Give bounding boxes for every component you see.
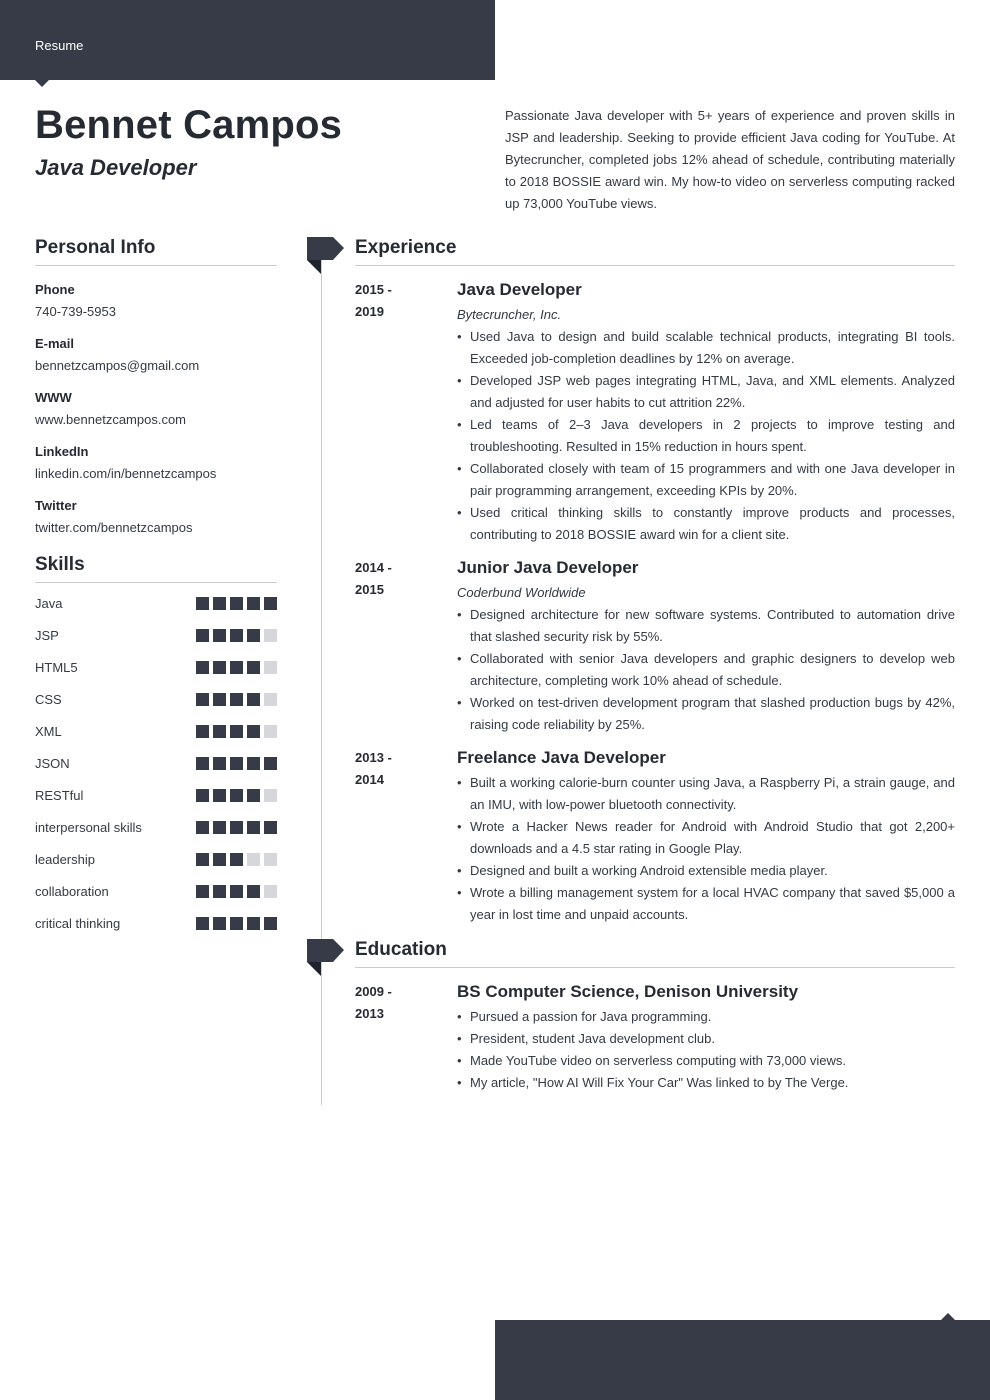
entry-body [457,279,955,546]
entry-bullets [457,1006,955,1094]
bullet-item: • Made YouTube video on serverless computing with 73,000 views. [457,1050,955,1072]
skill-name: leadership [35,851,95,867]
skill-dot-filled [196,629,209,642]
personal-info-value: www.bennetzcampos.com [35,412,187,427]
entry-dates: 2013 - 2014 [355,750,392,787]
skill-dot-filled [230,597,243,610]
bullet-item: • Led teams of 2–3 Java developers in 2 projects to improve testing and troubleshooting. Resulted in 15% reduction in hours spent. [457,414,955,458]
skill-level-meter [196,629,277,642]
personal-info-label: Phone [35,282,75,297]
experience-flag-icon [307,237,344,275]
skill-dot-filled [230,725,243,738]
personal-info-label: WWW [35,390,72,405]
skill-dot-empty [264,693,277,706]
skill-level-meter [196,853,277,866]
experience-section [355,237,955,926]
personal-info-value: 740-739-5953 [35,304,116,319]
skill-dot-filled [196,853,209,866]
entry-bullets [457,326,955,546]
personal-info-item [35,442,277,484]
skill-row [35,843,277,875]
skill-dot-filled [196,693,209,706]
candidate-role: Java Developer [35,155,197,180]
bullet-item: • Developed JSP web pages integrating HTML, Java, and XML elements. Analyzed and adjusted for user habits to cut attrition 22%. [457,370,955,414]
entry-company: Bytecruncher, Inc. [457,307,562,322]
skill-dot-filled [213,661,226,674]
skill-dot-filled [230,917,243,930]
skill-dot-filled [247,693,260,706]
skill-dot-empty [264,853,277,866]
skill-level-meter [196,885,277,898]
experience-title: Experience [355,237,955,266]
skill-name: Java [35,595,63,611]
skill-dot-filled [213,885,226,898]
skill-row [35,619,277,651]
skill-name: JSP [35,627,59,643]
entry-dates: 2009 - 2013 [355,984,392,1021]
skill-dot-filled [230,629,243,642]
timeline-entry [355,981,955,1094]
skill-dot-filled [213,853,226,866]
education-section [355,939,955,1094]
skill-dot-filled [196,917,209,930]
skill-dot-filled [230,789,243,802]
skill-dot-filled [196,821,209,834]
timeline-line [321,260,322,1105]
personal-info-value: bennetzcampos@gmail.com [35,358,200,373]
skill-dot-empty [247,853,260,866]
skill-dot-filled [196,725,209,738]
personal-info-value: linkedin.com/in/bennetzcampos [35,466,217,481]
skill-row [35,875,277,907]
skill-dot-filled [264,821,277,834]
skill-row [35,779,277,811]
skill-dot-filled [247,917,260,930]
skill-dot-filled [213,917,226,930]
bullet-item: • President, student Java development club. [457,1028,955,1050]
skill-level-meter [196,821,277,834]
skill-name: CSS [35,691,62,707]
skill-row [35,587,277,619]
skill-row [35,683,277,715]
personal-info-label: E-mail [35,336,75,351]
entry-company: Coderbund Worldwide [457,585,586,600]
skill-dot-filled [247,725,260,738]
skill-level-meter [196,597,277,610]
skill-dot-empty [264,661,277,674]
header-notch [35,80,49,87]
skill-row [35,747,277,779]
skill-dot-empty [264,789,277,802]
entry-bullets [457,772,955,926]
personal-info-item [35,496,277,538]
timeline-entry [355,279,955,546]
skill-name: XML [35,723,62,739]
skill-dot-filled [264,917,277,930]
bullet-item: • Designed architecture for new software systems. Contributed to automation drive that slashed security risk by 55%. [457,604,955,648]
skill-dot-filled [230,693,243,706]
skill-dot-filled [213,597,226,610]
skill-dot-filled [196,757,209,770]
skill-row [35,811,277,843]
skill-dot-filled [247,629,260,642]
skill-dot-filled [264,757,277,770]
entry-body [457,557,955,736]
bullet-item: • Collaborated closely with team of 15 programmers and with one Java developer in pair programming arrangement, exceeding KPIs by 20%. [457,458,955,502]
personal-info-label: Twitter [35,498,77,513]
bullet-item: • Worked on test-driven development program that slashed production bugs by 42%, raising code reliability by 25%. [457,692,955,736]
bullet-item: • Used critical thinking skills to constantly improve products and processes, contributing to 2018 BOSSIE award win for a client site. [457,502,955,546]
skill-dot-empty [264,725,277,738]
personal-info-value: twitter.com/bennetzcampos [35,520,193,535]
skill-row [35,651,277,683]
skill-dot-filled [247,789,260,802]
candidate-name: Bennet Campos [35,103,343,147]
skill-dot-filled [213,757,226,770]
entry-bullets [457,604,955,736]
entry-body [457,747,955,926]
skill-dot-empty [264,629,277,642]
skill-dot-filled [247,661,260,674]
entry-title: Junior Java Developer [457,558,639,577]
skill-dot-filled [213,693,226,706]
bullet-item: • Pursued a passion for Java programming. [457,1006,955,1028]
bullet-item: • Used Java to design and build scalable technical products, integrating BI tools. Exceeded job-completion deadlines by 12% on average. [457,326,955,370]
skill-dot-filled [230,853,243,866]
header-band [0,0,495,80]
profile-summary: Passionate Java developer with 5+ years of experience and proven skills in JSP and leadership. Seeking to provide efficient Java coding for YouTube. At Bytecruncher, completed jobs 12% ahead of schedule, contributing materially to 2018 BOSSIE award win. My how-to video on serverless computing racked up 73,000 YouTube views. [505,108,955,211]
personal-info-list [35,266,277,538]
personal-info-item [35,334,277,376]
personal-info-item [35,280,277,322]
skill-dot-filled [213,725,226,738]
skill-name: interpersonal skills [35,819,142,835]
footer-band [495,1320,990,1400]
skill-dot-filled [264,597,277,610]
education-title: Education [355,939,955,968]
skill-dot-filled [196,661,209,674]
skills-title: Skills [35,554,277,583]
resume-label: Resume [35,38,84,53]
skill-name: critical thinking [35,915,121,931]
entry-title: BS Computer Science, Denison University [457,982,799,1001]
skill-dot-filled [196,597,209,610]
personal-info-item [35,388,277,430]
bullet-item: • Designed and built a working Android extensible media player. [457,860,955,882]
skill-dot-empty [264,885,277,898]
bullet-item: • Wrote a Hacker News reader for Android with Android Studio that got 2,200+ downloads and a 4.5 star rating in Google Play. [457,816,955,860]
skill-dot-filled [247,821,260,834]
skill-dot-filled [230,661,243,674]
skill-level-meter [196,917,277,930]
skill-dot-filled [230,821,243,834]
bullet-item: • Wrote a billing management system for a local HVAC company that saved $5,000 a year in lost time and unpaid accounts. [457,882,955,926]
skill-level-meter [196,757,277,770]
skill-row [35,907,277,939]
skill-dot-filled [230,885,243,898]
skill-dot-filled [196,789,209,802]
skill-row [35,715,277,747]
education-flag-icon [307,939,344,977]
entry-dates: 2015 - 2019 [355,282,392,319]
bullet-item: • Built a working calorie-burn counter using Java, a Raspberry Pi, a strain gauge, and an IMU, with low-power bluetooth connectivity. [457,772,955,816]
personal-info-title: Personal Info [35,237,277,266]
skill-name: collaboration [35,883,109,899]
skill-dot-filled [247,885,260,898]
entry-body [457,981,955,1094]
entry-title: Freelance Java Developer [457,748,666,767]
left-column [35,237,277,939]
skill-dot-filled [247,757,260,770]
experience-list [355,279,955,926]
personal-info-label: LinkedIn [35,444,89,459]
skill-level-meter [196,661,277,674]
skill-name: HTML5 [35,659,78,675]
footer-notch [941,1313,955,1320]
skill-name: RESTful [35,787,84,803]
entry-title: Java Developer [457,280,582,299]
timeline-entry [355,557,955,736]
skill-level-meter [196,789,277,802]
skill-name: JSON [35,755,70,771]
skill-dot-filled [196,885,209,898]
timeline-entry [355,747,955,926]
skill-level-meter [196,693,277,706]
education-list [355,981,955,1094]
skill-dot-filled [247,597,260,610]
bullet-item: • Collaborated with senior Java developers and graphic designers to develop web architecture, completing work 10% ahead of schedule. [457,648,955,692]
skill-level-meter [196,725,277,738]
bullet-item: • My article, "How AI Will Fix Your Car" Was linked to by The Verge. [457,1072,955,1094]
skill-dot-filled [213,789,226,802]
skill-dot-filled [230,757,243,770]
entry-dates: 2014 - 2015 [355,560,392,597]
skill-dot-filled [213,821,226,834]
skills-list [35,583,277,939]
skill-dot-filled [213,629,226,642]
